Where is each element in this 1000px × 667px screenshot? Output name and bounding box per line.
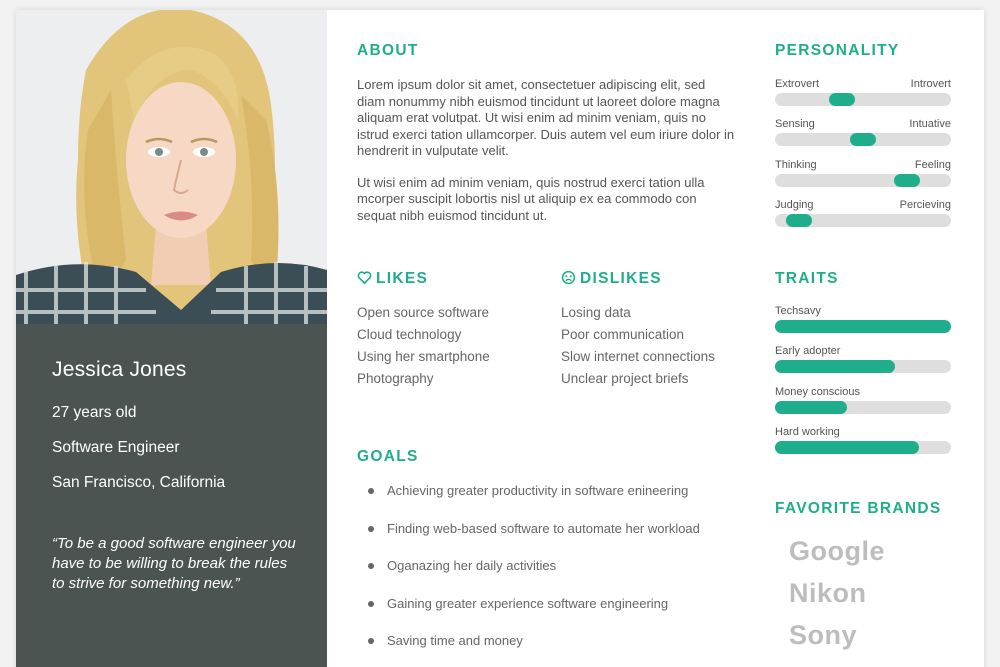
scale-right-label: Percieving [899, 199, 951, 211]
list-item: Unclear project briefs [561, 371, 689, 386]
scale-track [775, 93, 951, 106]
trait-fill [775, 441, 919, 454]
likes-list [357, 302, 490, 390]
scale-left-label: Extrovert [775, 78, 820, 90]
heart-icon [357, 270, 372, 285]
scale-knob [829, 93, 855, 106]
about-paragraph-2: Ut wisi enim ad minim veniam, quis nostrud exerci tation ulla mcorper suscipit lobortis nisl ut aliquip ex ea commodo con sequat nibh euismod tincidunt ut. [357, 174, 705, 223]
scale-left-label: Sensing [775, 118, 815, 130]
list-item: Photography [357, 371, 434, 386]
trait-label: Hard working [775, 426, 840, 438]
trait-label: Early adopter [775, 345, 841, 357]
scale-left-label: Judging [775, 199, 814, 211]
likes-heading [357, 270, 428, 288]
trait-track [775, 441, 951, 454]
goal-item: Gaining greater experience software engineering [368, 593, 700, 631]
list-item: Losing data [561, 305, 631, 320]
profile-photo [16, 10, 327, 324]
scale-right-label: Intuative [909, 118, 951, 130]
trait-bar [775, 305, 951, 333]
scale-left-label: Thinking [775, 159, 817, 171]
trait-bar [775, 386, 951, 414]
trait-bar [775, 345, 951, 373]
goal-item: Achieving greater productivity in software enineering [368, 480, 700, 518]
persona-quote: “To be a good software engineer you have to be willing to break the rules to strive for something new.” [52, 535, 296, 592]
personality-heading: PERSONALITY [775, 42, 900, 59]
goals-list [368, 480, 700, 667]
list-item: Slow internet connections [561, 349, 715, 364]
persona-location: San Francisco, California [52, 474, 226, 491]
persona-age: 27 years old [52, 404, 137, 421]
goal-item: Saving time and money [368, 630, 700, 667]
profile-column [16, 10, 327, 667]
persona-name: Jessica Jones [52, 358, 187, 381]
scale-right-label: Feeling [914, 159, 951, 171]
goal-item: Oganazing her daily activities [368, 555, 700, 593]
scale-knob [850, 133, 876, 146]
frown-icon [561, 270, 576, 285]
persona-card [16, 10, 984, 667]
trait-fill [775, 320, 951, 333]
scale-right-label: Introvert [910, 78, 951, 90]
scale-track [775, 133, 951, 146]
scale-knob [786, 214, 812, 227]
scale-track [775, 214, 951, 227]
trait-track [775, 360, 951, 373]
trait-fill [775, 360, 895, 373]
persona-job: Software Engineer [52, 439, 180, 456]
personality-scale [775, 159, 951, 187]
list-item: Poor communication [561, 327, 685, 342]
list-item: Open source software [357, 305, 490, 320]
likes-heading-label: LIKES [376, 270, 429, 287]
about-text [357, 77, 737, 224]
personality-scale [775, 118, 951, 146]
portrait-illustration [16, 10, 327, 324]
goal-item: Finding web-based software to automate her workload [368, 518, 700, 556]
about-heading: ABOUT [357, 42, 419, 59]
scale-knob [894, 174, 920, 187]
list-item: Cloud technology [357, 327, 462, 342]
brand-sony: Sony [789, 620, 858, 650]
profile-panel [16, 324, 327, 667]
personality-scale [775, 78, 951, 106]
trait-track [775, 401, 951, 414]
trait-fill [775, 401, 847, 414]
trait-bar [775, 426, 951, 454]
personality-scale [775, 199, 951, 227]
trait-label: Techsavy [775, 305, 821, 317]
trait-label: Money conscious [775, 386, 860, 398]
scale-track [775, 174, 951, 187]
trait-track [775, 320, 951, 333]
list-item: Using her smartphone [357, 349, 490, 364]
dislikes-heading-label: DISLIKES [580, 270, 662, 287]
goals-heading: GOALS [357, 448, 419, 465]
brands-heading: FAVORITE BRANDS [775, 500, 942, 517]
brand-nikon: Nikon [789, 578, 867, 608]
brand-google: Google [789, 536, 885, 566]
dislikes-list [561, 302, 715, 390]
brands-list [789, 530, 885, 656]
dislikes-heading [561, 270, 662, 288]
traits-heading: TRAITS [775, 270, 839, 287]
about-paragraph-1: Lorem ipsum dolor sit amet, consectetuer adipiscing elit, sed diam nonummy nibh euismod tincidunt ut laoreet dolore magna aliquam erat volutpat. Ut wisi enim ad minim veniam, quis no istrud exerci tation ullamcorper. Duis autem vel eum iriure dolor in hendrerit in vulputate velit. [357, 77, 735, 158]
